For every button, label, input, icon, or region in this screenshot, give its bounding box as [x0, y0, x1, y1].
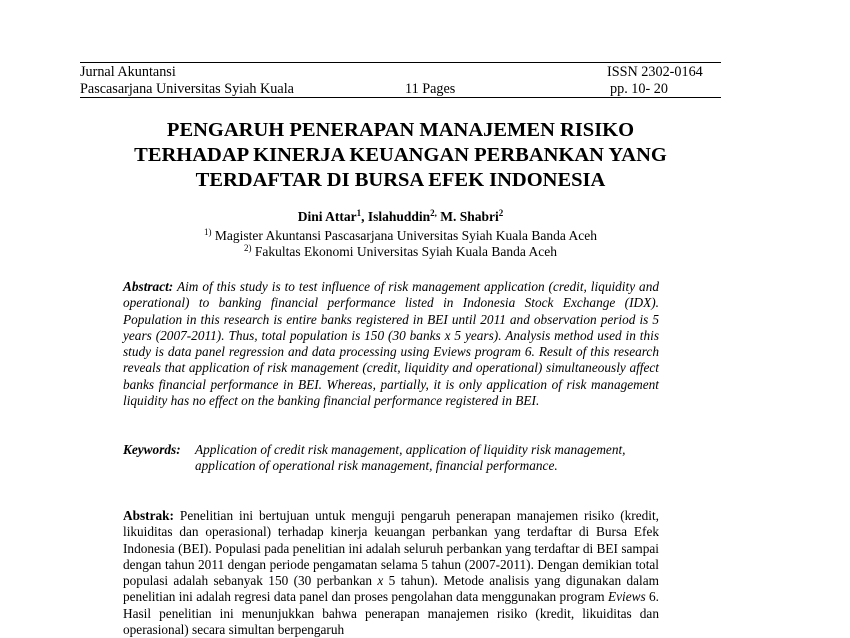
- abstrak-text-2: 5 tahun). Metode analisis yang digunakan dalam penelitian ini adalah regresi data panel dan proses pengolahan data menggunakan program: [123, 573, 659, 605]
- affiliation-1-marker: 1): [204, 227, 212, 237]
- affiliation-2-marker: 2): [243, 243, 252, 253]
- author-1-affil: 1: [356, 208, 362, 218]
- abstrak-eviews: Eviews: [607, 589, 646, 605]
- title-line-3: TERDAFTAR DI BURSA EFEK INDONESIA: [195, 169, 606, 191]
- header-top-rule: [80, 62, 721, 63]
- author-list: [80, 209, 721, 225]
- abstract-text: Aim of this study is to test influence of risk management application (credit, liquidity and operational) to banking financial performance listed in Indonesia Stock Exchange (IDX). Population in this research is entire banks registered in BEI until 2011 and observation period is 5 years (2007-2011). Thus, total population is 150 (30 banks x 5 years). Analysis method used in this study is data panel regression and data processing using Eviews program 6. Result of this research reveals that application of risk management (credit, liquidity and operational) simultaneously affect banks financial performance in BEI. Whereas, partially, it is only application of risk management liquidity has no effect on the banking financial performance registered in BEI.: [123, 279, 659, 409]
- keywords-text: Application of credit risk management, application of liquidity risk management, application of operational risk management, financial performance.: [195, 442, 626, 474]
- page-range: pp. 10- 20: [610, 81, 668, 97]
- abstrak-x: x: [377, 573, 384, 589]
- institution: Pascasarjana Universitas Syiah Kuala: [80, 81, 294, 97]
- header-bottom-rule: [80, 97, 721, 98]
- author-2-affil: 2,: [430, 208, 437, 218]
- issn: ISSN 2302-0164: [607, 64, 703, 80]
- title-line-2: TERHADAP KINERJA KEUANGAN PERBANKAN YANG: [134, 144, 667, 166]
- affiliation-1: [80, 228, 721, 244]
- journal-name: Jurnal Akuntansi: [80, 64, 176, 80]
- keywords: [123, 442, 659, 475]
- author-2: , Islahuddin: [361, 209, 431, 224]
- author-1: Dini Attar: [297, 209, 357, 224]
- author-3-affil: 2: [498, 208, 504, 218]
- affiliation-1-text: Magister Akuntansi Pascasarjana Universitas Syiah Kuala Banda Aceh: [214, 228, 597, 243]
- author-3: M. Shabri: [436, 209, 499, 224]
- abstract-label: Abstract:: [123, 279, 174, 294]
- abstract-english: [123, 279, 659, 409]
- abstrak-label: Abstrak:: [123, 508, 174, 523]
- abstrak-text-1: Penelitian ini bertujuan untuk menguji pengaruh penerapan manajemen risiko (kredit, likuiditas dan operasional) terhadap kinerja keuangan perbankan yang terdaftar di Bursa Efek Indonesia (BEI). Populasi pada penelitian ini adalah seluruh perbankan yang terdaftar di BEI sampai dengan tahun 2011 dengan periode pengamatan selama 5 tahun (2007-2011). Dengan demikian total populasi adalah sebanyak 150 (30 perbankan: [123, 508, 660, 589]
- title-line-1: PENGARUH PENERAPAN MANAJEMEN RISIKO: [166, 119, 635, 141]
- abstract-indonesian: [123, 508, 659, 638]
- paper-title: [80, 118, 721, 193]
- page-count: 11 Pages: [405, 81, 456, 97]
- affiliation-2: [80, 244, 721, 260]
- affiliation-2-text: Fakultas Ekonomi Universitas Syiah Kuala Banda Aceh: [254, 244, 558, 259]
- keywords-label: Keywords:: [123, 442, 181, 457]
- abstrak-text-3: 6. Hasil penelitian ini menunjukkan bahwa penerapan manajemen risiko (kredit, likuiditas dan operasional) secara simultan berpengaruh: [123, 589, 659, 638]
